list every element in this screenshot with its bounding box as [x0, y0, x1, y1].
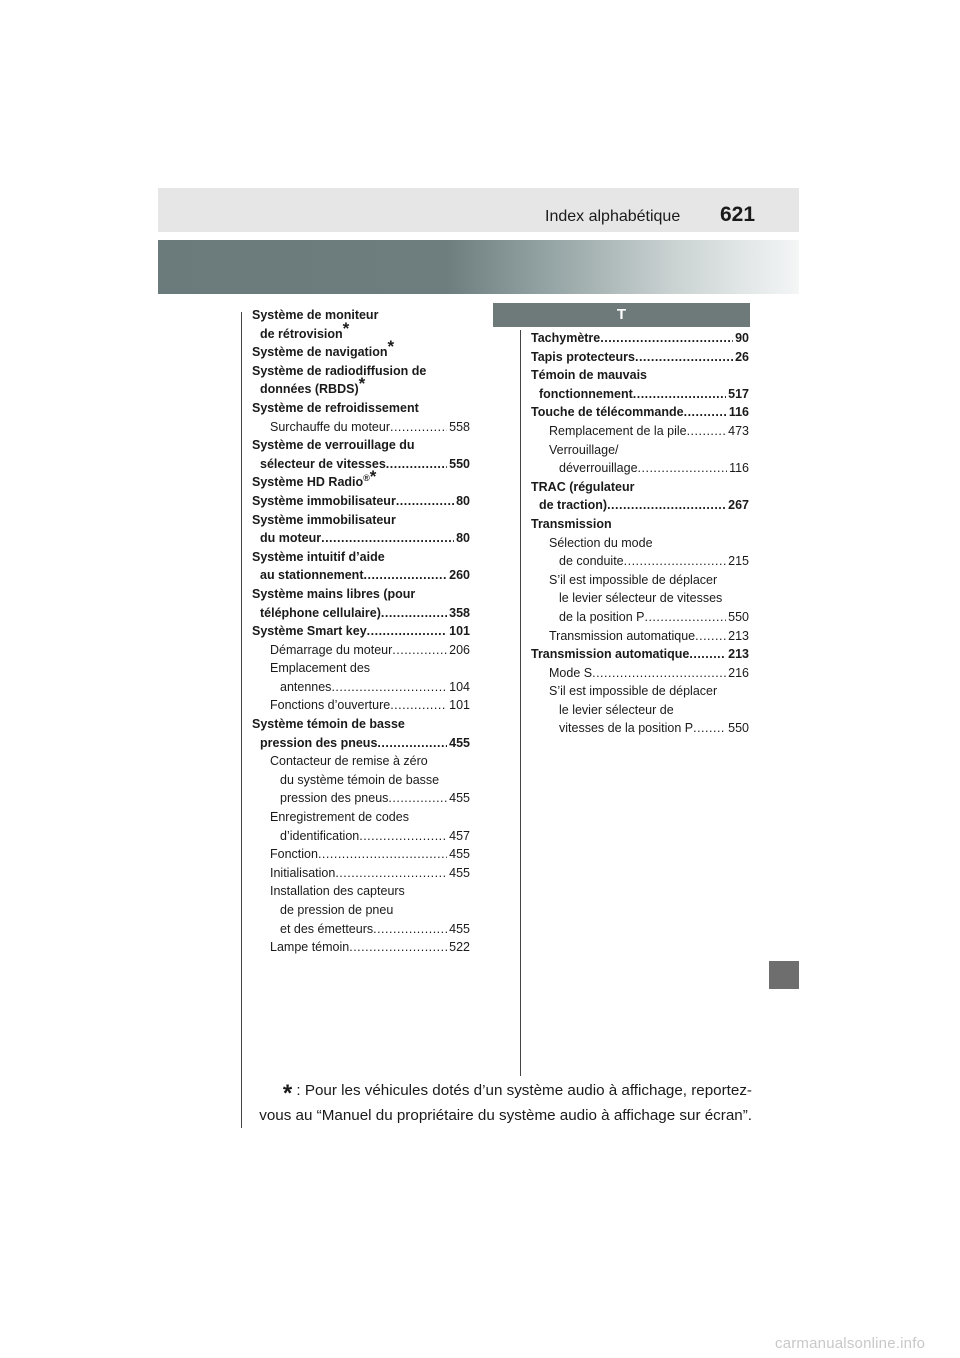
header-gradient-band: [158, 240, 799, 294]
index-entry-text: Lampe témoin: [270, 940, 350, 955]
index-entry: [252, 882, 470, 901]
index-entry-text: Fonctions d’ouverture: [270, 698, 391, 713]
index-entry: [531, 589, 749, 608]
index-entry: [252, 399, 470, 418]
index-entry-text: S’il est impossible de déplacer: [549, 684, 718, 699]
index-entry: [531, 385, 749, 404]
index-entry: [531, 571, 749, 590]
index-page-ref: 455: [447, 864, 470, 883]
index-entry-text: TRAC (régulateur: [531, 479, 635, 494]
index-entry: [531, 496, 749, 515]
index-entry: [252, 715, 470, 734]
index-entry-text: de rétrovision: [260, 326, 343, 341]
index-entry-text: et des émetteurs: [280, 921, 374, 936]
index-entry: [531, 608, 749, 627]
index-entry-text: téléphone cellulaire): [260, 605, 381, 620]
index-page-ref: 267: [726, 496, 749, 515]
index-entry: [252, 418, 470, 437]
index-entry-text: Système de verrouillage du: [252, 438, 415, 453]
index-entry: [252, 492, 470, 511]
section-thumb-tab: [769, 961, 799, 989]
index-entry-text: Remplacement de la pile: [549, 423, 687, 438]
index-entry-text: Système immobilisateur: [252, 493, 396, 508]
index-page-ref: 215: [726, 552, 749, 571]
index-entry-text: sélecteur de vitesses: [260, 456, 386, 471]
index-entry-text: Verrouillage/: [549, 442, 619, 457]
index-entry: [252, 306, 470, 325]
index-entry: [252, 455, 470, 474]
footnote-star: *: [282, 1080, 293, 1107]
index-page-ref: 80: [454, 492, 470, 511]
index-entry: [252, 318, 470, 344]
index-entry: [531, 534, 749, 553]
index-entry: [252, 752, 470, 771]
index-entry: [252, 734, 470, 753]
index-page-ref: 457: [447, 827, 470, 846]
index-entry-text: pression des pneus: [260, 735, 378, 750]
page-number: 621: [720, 203, 756, 226]
index-page-ref: 455: [447, 845, 470, 864]
index-entry-text: Emplacement des: [270, 661, 371, 676]
index-entry-text: pression des pneus: [280, 791, 389, 806]
index-entry: [531, 403, 749, 422]
index-entry-text: fonctionnement: [539, 386, 633, 401]
index-page-ref: 455: [447, 734, 470, 753]
index-entry-text: Système de refroidissement: [252, 400, 419, 415]
index-entry: [252, 864, 470, 883]
index-entry: [531, 682, 749, 701]
index-entry-text: Système de radiodiffusion de: [252, 363, 427, 378]
index-entry: [252, 436, 470, 455]
footnote-star-icon: *: [342, 318, 350, 338]
index-entry-text: Contacteur de remise à zéro: [270, 754, 428, 769]
index-entry: [252, 827, 470, 846]
registered-mark: ®: [363, 473, 370, 484]
index-page-ref: 550: [447, 455, 470, 474]
index-entry-text: Initialisation: [270, 865, 336, 880]
index-entry-text: S’il est impossible de déplacer: [549, 572, 718, 587]
chapter-title: Index alphabétique: [545, 208, 681, 225]
index-entry-text: Touche de télécommande: [531, 405, 684, 420]
index-entry-text: de traction): [539, 498, 608, 513]
index-page-ref: 116: [727, 403, 749, 422]
index-page-ref: 455: [447, 920, 470, 939]
index-page-ref: 101: [447, 696, 470, 715]
index-page-ref: 216: [726, 664, 749, 683]
index-entry-text: Mode S: [549, 665, 593, 680]
index-entry-text: le levier sélecteur de vitesses: [559, 591, 723, 606]
index-page-ref: 206: [447, 641, 470, 660]
index-entry-text: le levier sélecteur de: [559, 702, 674, 717]
index-entry-text: Démarrage du moteur: [270, 642, 393, 657]
header-bar: [158, 188, 799, 232]
index-entry-text: de conduite: [559, 554, 624, 569]
index-entry-text: Fonction: [270, 847, 318, 862]
index-entry: [252, 789, 470, 808]
index-page-ref: 455: [447, 789, 470, 808]
index-entry: [252, 604, 470, 623]
index-entry: [252, 566, 470, 585]
index-entry: [531, 515, 749, 534]
index-entry: [252, 585, 470, 604]
index-entry-text: Système HD Radio: [252, 475, 364, 490]
index-page-ref: 473: [726, 422, 749, 441]
index-entry-text: Système de navigation: [252, 345, 388, 360]
index-page-ref: 558: [447, 418, 470, 437]
index-entry: [252, 920, 470, 939]
index-page-ref: 26: [733, 348, 749, 367]
index-entry-text: Témoin de mauvais: [531, 368, 648, 383]
index-entry: [252, 511, 470, 530]
index-entry: [252, 529, 470, 548]
index-page-ref: 80: [454, 529, 470, 548]
index-entry: [531, 627, 749, 646]
index-page-ref: 517: [726, 385, 749, 404]
index-entry: [252, 678, 470, 697]
index-page-ref: 213: [726, 627, 749, 646]
index-entry-text: Système intuitif d’aide: [252, 549, 385, 564]
index-entry-text: au stationnement: [260, 568, 364, 583]
index-entry: [531, 329, 749, 348]
index-entry: [252, 337, 470, 362]
index-entry: [252, 659, 470, 678]
index-entry-text: Système mains libres (pour: [252, 586, 416, 601]
watermark: carmanualsonline.info: [775, 1335, 926, 1352]
index-entry: [252, 771, 470, 790]
index-entry-text: Système témoin de basse: [252, 717, 405, 732]
index-entry: [252, 808, 470, 827]
index-entry-text: Système immobilisateur: [252, 512, 396, 527]
index-page-ref: 101: [447, 622, 470, 641]
index-entry: [252, 845, 470, 864]
index-entry: [531, 719, 749, 738]
index-entry: [252, 374, 470, 399]
index-entry: [531, 552, 749, 571]
index-entry-text: vitesses de la position P: [559, 721, 694, 736]
index-page-ref: 260: [447, 566, 470, 585]
index-entry-text: Transmission automatique: [531, 647, 690, 662]
index-entry-text: Sélection du mode: [549, 535, 653, 550]
index-entry-text: Enregistrement de codes: [270, 810, 409, 825]
index-entry-text: données (RBDS): [260, 382, 359, 397]
index-entry-text: déverrouillage: [559, 461, 638, 476]
index-entry: [531, 478, 749, 497]
index-letter-heading: T: [493, 303, 750, 327]
index-entry: [252, 696, 470, 715]
index-entry-text: Tachymètre: [531, 331, 601, 345]
index-entry: [531, 664, 749, 683]
footnote-line-2: vous au “Manuel du propriétaire du système audio à affichage sur écran”.: [259, 1107, 752, 1124]
index-entry: [252, 641, 470, 660]
index-entry-text: Transmission automatique: [549, 628, 696, 643]
index-entry-text: Système de moniteur: [252, 308, 379, 322]
index-page-ref: 522: [447, 938, 470, 957]
index-column-right: [531, 329, 749, 738]
footnote-star-icon: *: [369, 467, 377, 487]
index-page-ref: 550: [726, 608, 749, 627]
index-entry-text: Installation des capteurs: [270, 884, 405, 899]
footnote-star-icon: *: [387, 337, 395, 357]
index-entry-text: de la position P: [559, 609, 645, 624]
index-entry: [252, 622, 470, 641]
index-entry: [252, 901, 470, 920]
index-entry: [531, 645, 749, 664]
footnote-line-1: : Pour les véhicules dotés d’un système audio à affichage, reportez-: [296, 1082, 752, 1099]
index-entry: [531, 459, 749, 478]
index-entry: [531, 366, 749, 385]
index-entry: [531, 701, 749, 720]
index-entry-text: Tapis protecteurs: [531, 349, 635, 364]
index-entry: [252, 467, 470, 492]
index-column-left: [252, 306, 470, 957]
index-entry: [252, 548, 470, 567]
index-entry-text: du système témoin de basse: [280, 772, 440, 787]
footnote: [252, 1078, 752, 1128]
index-page-ref: 90: [733, 329, 749, 348]
index-entry-text: du moteur: [260, 531, 322, 546]
index-entry: [252, 938, 470, 957]
index-page-ref: 213: [726, 645, 749, 664]
index-page-ref: 104: [447, 678, 470, 697]
index-entry-text: Système Smart key: [252, 624, 367, 639]
index-entry-text: de pression de pneu: [280, 903, 394, 917]
index-page-ref: 358: [447, 604, 470, 623]
index-entry-text: antennes: [280, 679, 332, 694]
index-entry-text: d’identification: [280, 828, 360, 843]
index-entry: [531, 441, 749, 460]
index-page-ref: 116: [727, 459, 749, 478]
left-margin-rule: [241, 312, 242, 1128]
column-divider: [520, 330, 521, 1076]
footnote-star-icon: *: [358, 374, 366, 394]
index-entry: [531, 422, 749, 441]
index-entry-text: Transmission: [531, 516, 612, 531]
index-page-ref: 550: [726, 719, 749, 738]
index-entry-text: Surchauffe du moteur: [270, 419, 390, 434]
index-entry: [531, 348, 749, 367]
